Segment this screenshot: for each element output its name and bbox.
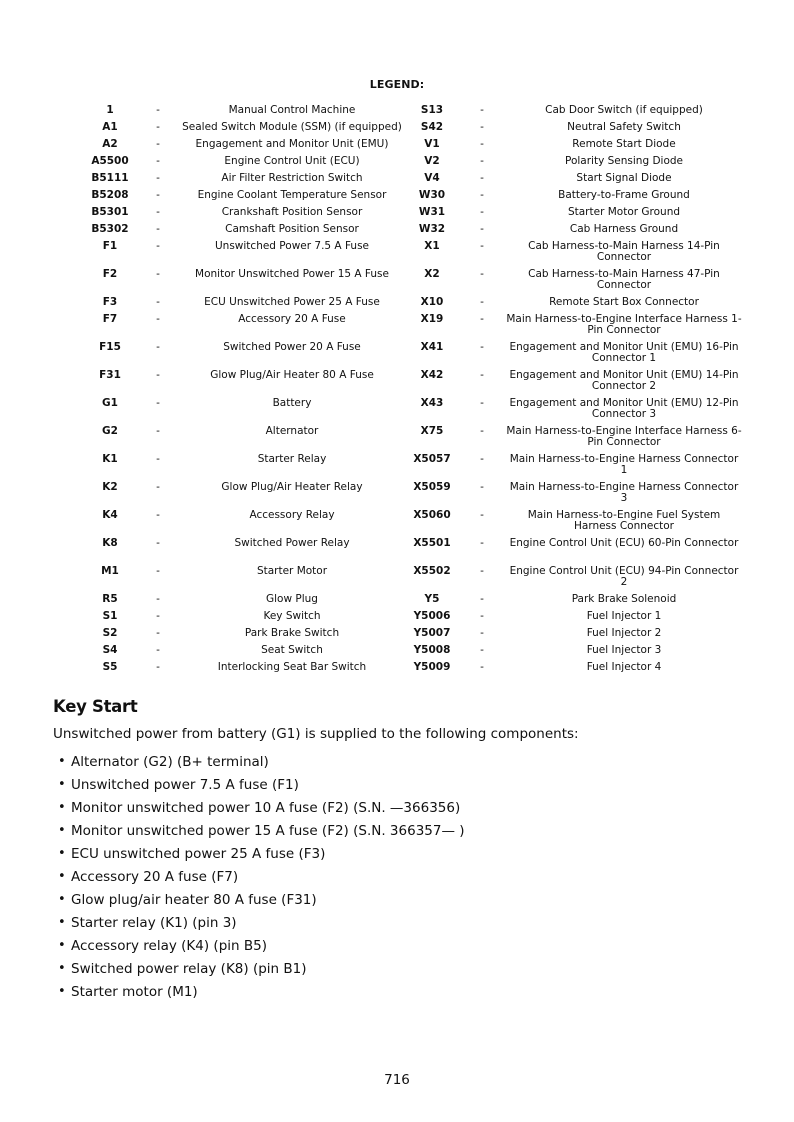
legend-code: S4	[102, 644, 118, 656]
legend-code: R5	[102, 593, 118, 605]
legend-dash: -	[480, 189, 484, 201]
legend-dash: -	[480, 481, 484, 493]
legend-row	[82, 297, 742, 314]
legend-description: Monitor Unswitched Power 15 A Fuse	[195, 268, 389, 280]
legend-description: Battery	[272, 397, 312, 409]
list-item-text: Unswitched power 7.5 A fuse (F1)	[71, 777, 299, 793]
legend-dash: -	[156, 397, 160, 409]
legend-dash: -	[480, 223, 484, 235]
legend-dash: -	[480, 537, 484, 549]
legend-description: Engagement and Monitor Unit (EMU) 12-Pin Connector 3	[509, 397, 739, 420]
legend-description: Starter Motor	[256, 565, 328, 577]
legend-row	[82, 594, 742, 611]
legend-dash: -	[156, 223, 160, 235]
legend-dash: -	[480, 313, 484, 325]
legend-dash: -	[480, 268, 484, 280]
legend-code: X43	[420, 397, 444, 409]
list-item	[58, 867, 465, 890]
legend-description: Park Brake Switch	[244, 627, 340, 639]
legend-code: W31	[418, 206, 446, 218]
legend-code: A2	[102, 138, 118, 150]
legend-code: V1	[424, 138, 440, 150]
bullet-icon: •	[58, 823, 66, 838]
legend-row	[82, 398, 742, 426]
legend-description: Engagement and Monitor Unit (EMU) 14-Pin Connector 2	[509, 369, 739, 392]
legend-code: A1	[102, 121, 118, 133]
legend-code: X5060	[413, 509, 451, 521]
legend-dash: -	[156, 172, 160, 184]
bullet-icon: •	[58, 938, 66, 953]
legend-code: V2	[424, 155, 440, 167]
list-item-text: Starter motor (M1)	[71, 984, 198, 1000]
legend-code: F1	[102, 240, 118, 252]
list-item-text: Starter relay (K1) (pin 3)	[71, 915, 237, 931]
legend-dash: -	[156, 189, 160, 201]
legend-row	[82, 105, 742, 122]
legend-code: X42	[420, 369, 444, 381]
legend-code: B5302	[91, 223, 129, 235]
legend-row	[82, 611, 742, 628]
legend-dash: -	[480, 627, 484, 639]
bullet-icon: •	[58, 754, 66, 769]
legend-dash: -	[480, 296, 484, 308]
legend-dash: -	[156, 537, 160, 549]
legend-code: M1	[101, 565, 119, 577]
legend-dash: -	[156, 240, 160, 252]
legend-row	[82, 156, 742, 173]
legend-description: Engagement and Monitor Unit (EMU)	[195, 138, 389, 150]
list-item-text: Accessory 20 A fuse (F7)	[71, 869, 239, 885]
legend-row	[82, 538, 742, 566]
bullet-icon: •	[58, 961, 66, 976]
legend-description: Cab Harness Ground	[569, 223, 679, 235]
legend-description: Camshaft Position Sensor	[225, 223, 359, 235]
legend-dash: -	[480, 172, 484, 184]
legend-description: Accessory Relay	[249, 509, 335, 521]
legend-dash: -	[156, 481, 160, 493]
legend-row	[82, 173, 742, 190]
legend-dash: -	[480, 661, 484, 673]
list-item	[58, 821, 465, 844]
legend-description: Engine Control Unit (ECU) 94-Pin Connector 2	[509, 565, 739, 588]
list-item	[58, 982, 465, 1005]
legend-code: Y5008	[413, 644, 451, 656]
legend-code: X5059	[413, 481, 451, 493]
legend-code: X5057	[413, 453, 451, 465]
legend-table	[82, 105, 742, 679]
section-title: Key Start	[53, 697, 138, 716]
legend-description: Cab Door Switch (if equipped)	[545, 104, 703, 116]
legend-code: S2	[102, 627, 118, 639]
legend-code: X10	[420, 296, 444, 308]
legend-dash: -	[156, 104, 160, 116]
legend-dash: -	[156, 610, 160, 622]
list-item-text: Accessory relay (K4) (pin B5)	[71, 938, 267, 954]
legend-description: Starter Relay	[257, 453, 327, 465]
legend-row	[82, 224, 742, 241]
legend-description: Fuel Injector 2	[586, 627, 662, 639]
legend-description: ECU Unswitched Power 25 A Fuse	[204, 296, 380, 308]
legend-row	[82, 269, 742, 297]
legend-dash: -	[156, 155, 160, 167]
legend-row	[82, 241, 742, 269]
legend-code: S1	[102, 610, 118, 622]
legend-description: Starter Motor Ground	[567, 206, 681, 218]
legend-description: Switched Power Relay	[234, 537, 350, 549]
legend-code: W32	[418, 223, 446, 235]
list-item-text: Monitor unswitched power 15 A fuse (F2) (S.N. 366357— )	[71, 823, 465, 839]
legend-code: F15	[99, 341, 121, 353]
legend-row	[82, 454, 742, 482]
legend-code: Y5	[424, 593, 440, 605]
legend-description: Crankshaft Position Sensor	[221, 206, 363, 218]
legend-description: Engine Control Unit (ECU)	[224, 155, 360, 167]
legend-dash: -	[480, 121, 484, 133]
legend-row	[82, 510, 742, 538]
legend-description: Main Harness-to-Engine Harness Connector 1	[509, 453, 739, 476]
legend-code: S13	[420, 104, 444, 116]
legend-code: F3	[102, 296, 118, 308]
legend-description: Seat Switch	[261, 644, 323, 656]
legend-row	[82, 662, 742, 679]
legend-description: Glow Plug	[266, 593, 318, 605]
legend-description: Polarity Sensing Diode	[564, 155, 683, 167]
legend-code: X1	[424, 240, 440, 252]
legend-row	[82, 314, 742, 342]
bullet-icon: •	[58, 777, 66, 792]
list-item	[58, 959, 465, 982]
legend-dash: -	[156, 369, 160, 381]
bullet-icon: •	[58, 800, 66, 815]
legend-description: Air Filter Restriction Switch	[221, 172, 363, 184]
page-number: 716	[384, 1072, 410, 1088]
legend-description: Fuel Injector 4	[586, 661, 662, 673]
legend-description: Battery-to-Frame Ground	[558, 189, 690, 201]
legend-code: Y5006	[413, 610, 451, 622]
legend-description: Cab Harness-to-Main Harness 14-Pin Connector	[528, 240, 720, 263]
legend-row	[82, 122, 742, 139]
legend-description: Park Brake Solenoid	[571, 593, 677, 605]
list-item	[58, 890, 465, 913]
legend-row	[82, 645, 742, 662]
legend-description: Glow Plug/Air Heater 80 A Fuse	[210, 369, 374, 381]
bullet-icon: •	[58, 846, 66, 861]
legend-dash: -	[156, 121, 160, 133]
legend-description: Accessory 20 A Fuse	[238, 313, 346, 325]
legend-code: S42	[420, 121, 444, 133]
list-item	[58, 798, 465, 821]
legend-dash: -	[480, 240, 484, 252]
legend-description: Manual Control Machine	[228, 104, 356, 116]
legend-dash: -	[480, 369, 484, 381]
legend-code: G1	[102, 397, 118, 409]
legend-dash: -	[156, 644, 160, 656]
legend-description: Engagement and Monitor Unit (EMU) 16-Pin Connector 1	[509, 341, 739, 364]
legend-description: Remote Start Box Connector	[549, 296, 699, 308]
legend-code: K1	[102, 453, 118, 465]
legend-dash: -	[156, 627, 160, 639]
legend-code: X2	[424, 268, 440, 280]
bullet-icon: •	[58, 984, 66, 999]
legend-description: Fuel Injector 1	[586, 610, 662, 622]
list-item-text: Glow plug/air heater 80 A fuse (F31)	[71, 892, 317, 908]
list-item	[58, 936, 465, 959]
legend-dash: -	[156, 509, 160, 521]
legend-description: Switched Power 20 A Fuse	[223, 341, 361, 353]
legend-code: F7	[102, 313, 118, 325]
legend-dash: -	[156, 661, 160, 673]
legend-description: Engine Control Unit (ECU) 60-Pin Connector	[509, 537, 739, 549]
legend-dash: -	[480, 104, 484, 116]
legend-code: B5111	[91, 172, 129, 184]
legend-description: Sealed Switch Module (SSM) (if equipped)	[182, 121, 402, 133]
legend-description: Engine Coolant Temperature Sensor	[197, 189, 387, 201]
legend-dash: -	[480, 610, 484, 622]
legend-description: Alternator	[265, 425, 319, 437]
legend-row	[82, 628, 742, 645]
legend-description: Key Switch	[263, 610, 321, 622]
legend-description: Cab Harness-to-Main Harness 47-Pin Connector	[528, 268, 720, 291]
legend-description: Interlocking Seat Bar Switch	[217, 661, 367, 673]
legend-description: Fuel Injector 3	[586, 644, 662, 656]
legend-dash: -	[156, 138, 160, 150]
legend-row	[82, 426, 742, 454]
legend-code: A5500	[91, 155, 129, 167]
legend-description: Neutral Safety Switch	[567, 121, 681, 133]
legend-code: F31	[99, 369, 121, 381]
list-item	[58, 775, 465, 798]
legend-dash: -	[480, 155, 484, 167]
legend-dash: -	[480, 138, 484, 150]
bullet-icon: •	[58, 915, 66, 930]
bullet-icon: •	[58, 869, 66, 884]
legend-dash: -	[156, 453, 160, 465]
legend-dash: -	[156, 313, 160, 325]
intro-text: Unswitched power from battery (G1) is supplied to the following components:	[53, 726, 579, 742]
legend-description: Start Signal Diode	[576, 172, 672, 184]
legend-dash: -	[480, 644, 484, 656]
legend-description: Glow Plug/Air Heater Relay	[221, 481, 363, 493]
bullet-icon: •	[58, 892, 66, 907]
legend-dash: -	[156, 268, 160, 280]
legend-code: F2	[102, 268, 118, 280]
list-item-text: Monitor unswitched power 10 A fuse (F2) (S.N. —366356)	[71, 800, 461, 816]
legend-description: Unswitched Power 7.5 A Fuse	[214, 240, 369, 252]
legend-dash: -	[156, 341, 160, 353]
legend-code: K8	[102, 537, 118, 549]
legend-code: K4	[102, 509, 118, 521]
legend-row	[82, 566, 742, 594]
legend-code: X75	[420, 425, 444, 437]
legend-row	[82, 190, 742, 207]
legend-code: 1	[106, 104, 114, 116]
legend-dash: -	[480, 206, 484, 218]
legend-description: Main Harness-to-Engine Harness Connector 3	[509, 481, 739, 504]
legend-code: X19	[420, 313, 444, 325]
legend-code: Y5009	[413, 661, 451, 673]
list-item	[58, 844, 465, 867]
legend-dash: -	[480, 593, 484, 605]
legend-code: S5	[102, 661, 118, 673]
legend-dash: -	[156, 206, 160, 218]
legend-row	[82, 139, 742, 156]
legend-code: B5208	[91, 189, 129, 201]
list-item-text: ECU unswitched power 25 A fuse (F3)	[71, 846, 326, 862]
list-item	[58, 752, 465, 775]
legend-code: X41	[420, 341, 444, 353]
legend-dash: -	[480, 425, 484, 437]
legend-row	[82, 207, 742, 224]
legend-code: Y5007	[413, 627, 451, 639]
legend-row	[82, 342, 742, 370]
legend-description: Main Harness-to-Engine Interface Harness 1-Pin Connector	[506, 313, 742, 336]
legend-code: X5502	[413, 565, 451, 577]
legend-dash: -	[156, 296, 160, 308]
legend-dash: -	[480, 453, 484, 465]
legend-dash: -	[480, 565, 484, 577]
legend-dash: -	[156, 425, 160, 437]
list-item-text: Alternator (G2) (B+ terminal)	[71, 754, 269, 770]
component-list	[58, 752, 465, 1005]
legend-dash: -	[156, 565, 160, 577]
legend-code: W30	[418, 189, 446, 201]
list-item	[58, 913, 465, 936]
legend-description: Main Harness-to-Engine Interface Harness 6-Pin Connector	[506, 425, 742, 448]
legend-code: V4	[424, 172, 440, 184]
list-item-text: Switched power relay (K8) (pin B1)	[71, 961, 307, 977]
legend-description: Remote Start Diode	[572, 138, 676, 150]
legend-dash: -	[156, 593, 160, 605]
legend-row	[82, 370, 742, 398]
legend-dash: -	[480, 341, 484, 353]
legend-code: K2	[102, 481, 118, 493]
legend-code: X5501	[413, 537, 451, 549]
legend-description: Main Harness-to-Engine Fuel System Harness Connector	[527, 509, 721, 532]
legend-dash: -	[480, 509, 484, 521]
legend-dash: -	[480, 397, 484, 409]
legend-code: G2	[102, 425, 118, 437]
legend-code: B5301	[91, 206, 129, 218]
legend-title: LEGEND:	[369, 78, 425, 91]
legend-row	[82, 482, 742, 510]
